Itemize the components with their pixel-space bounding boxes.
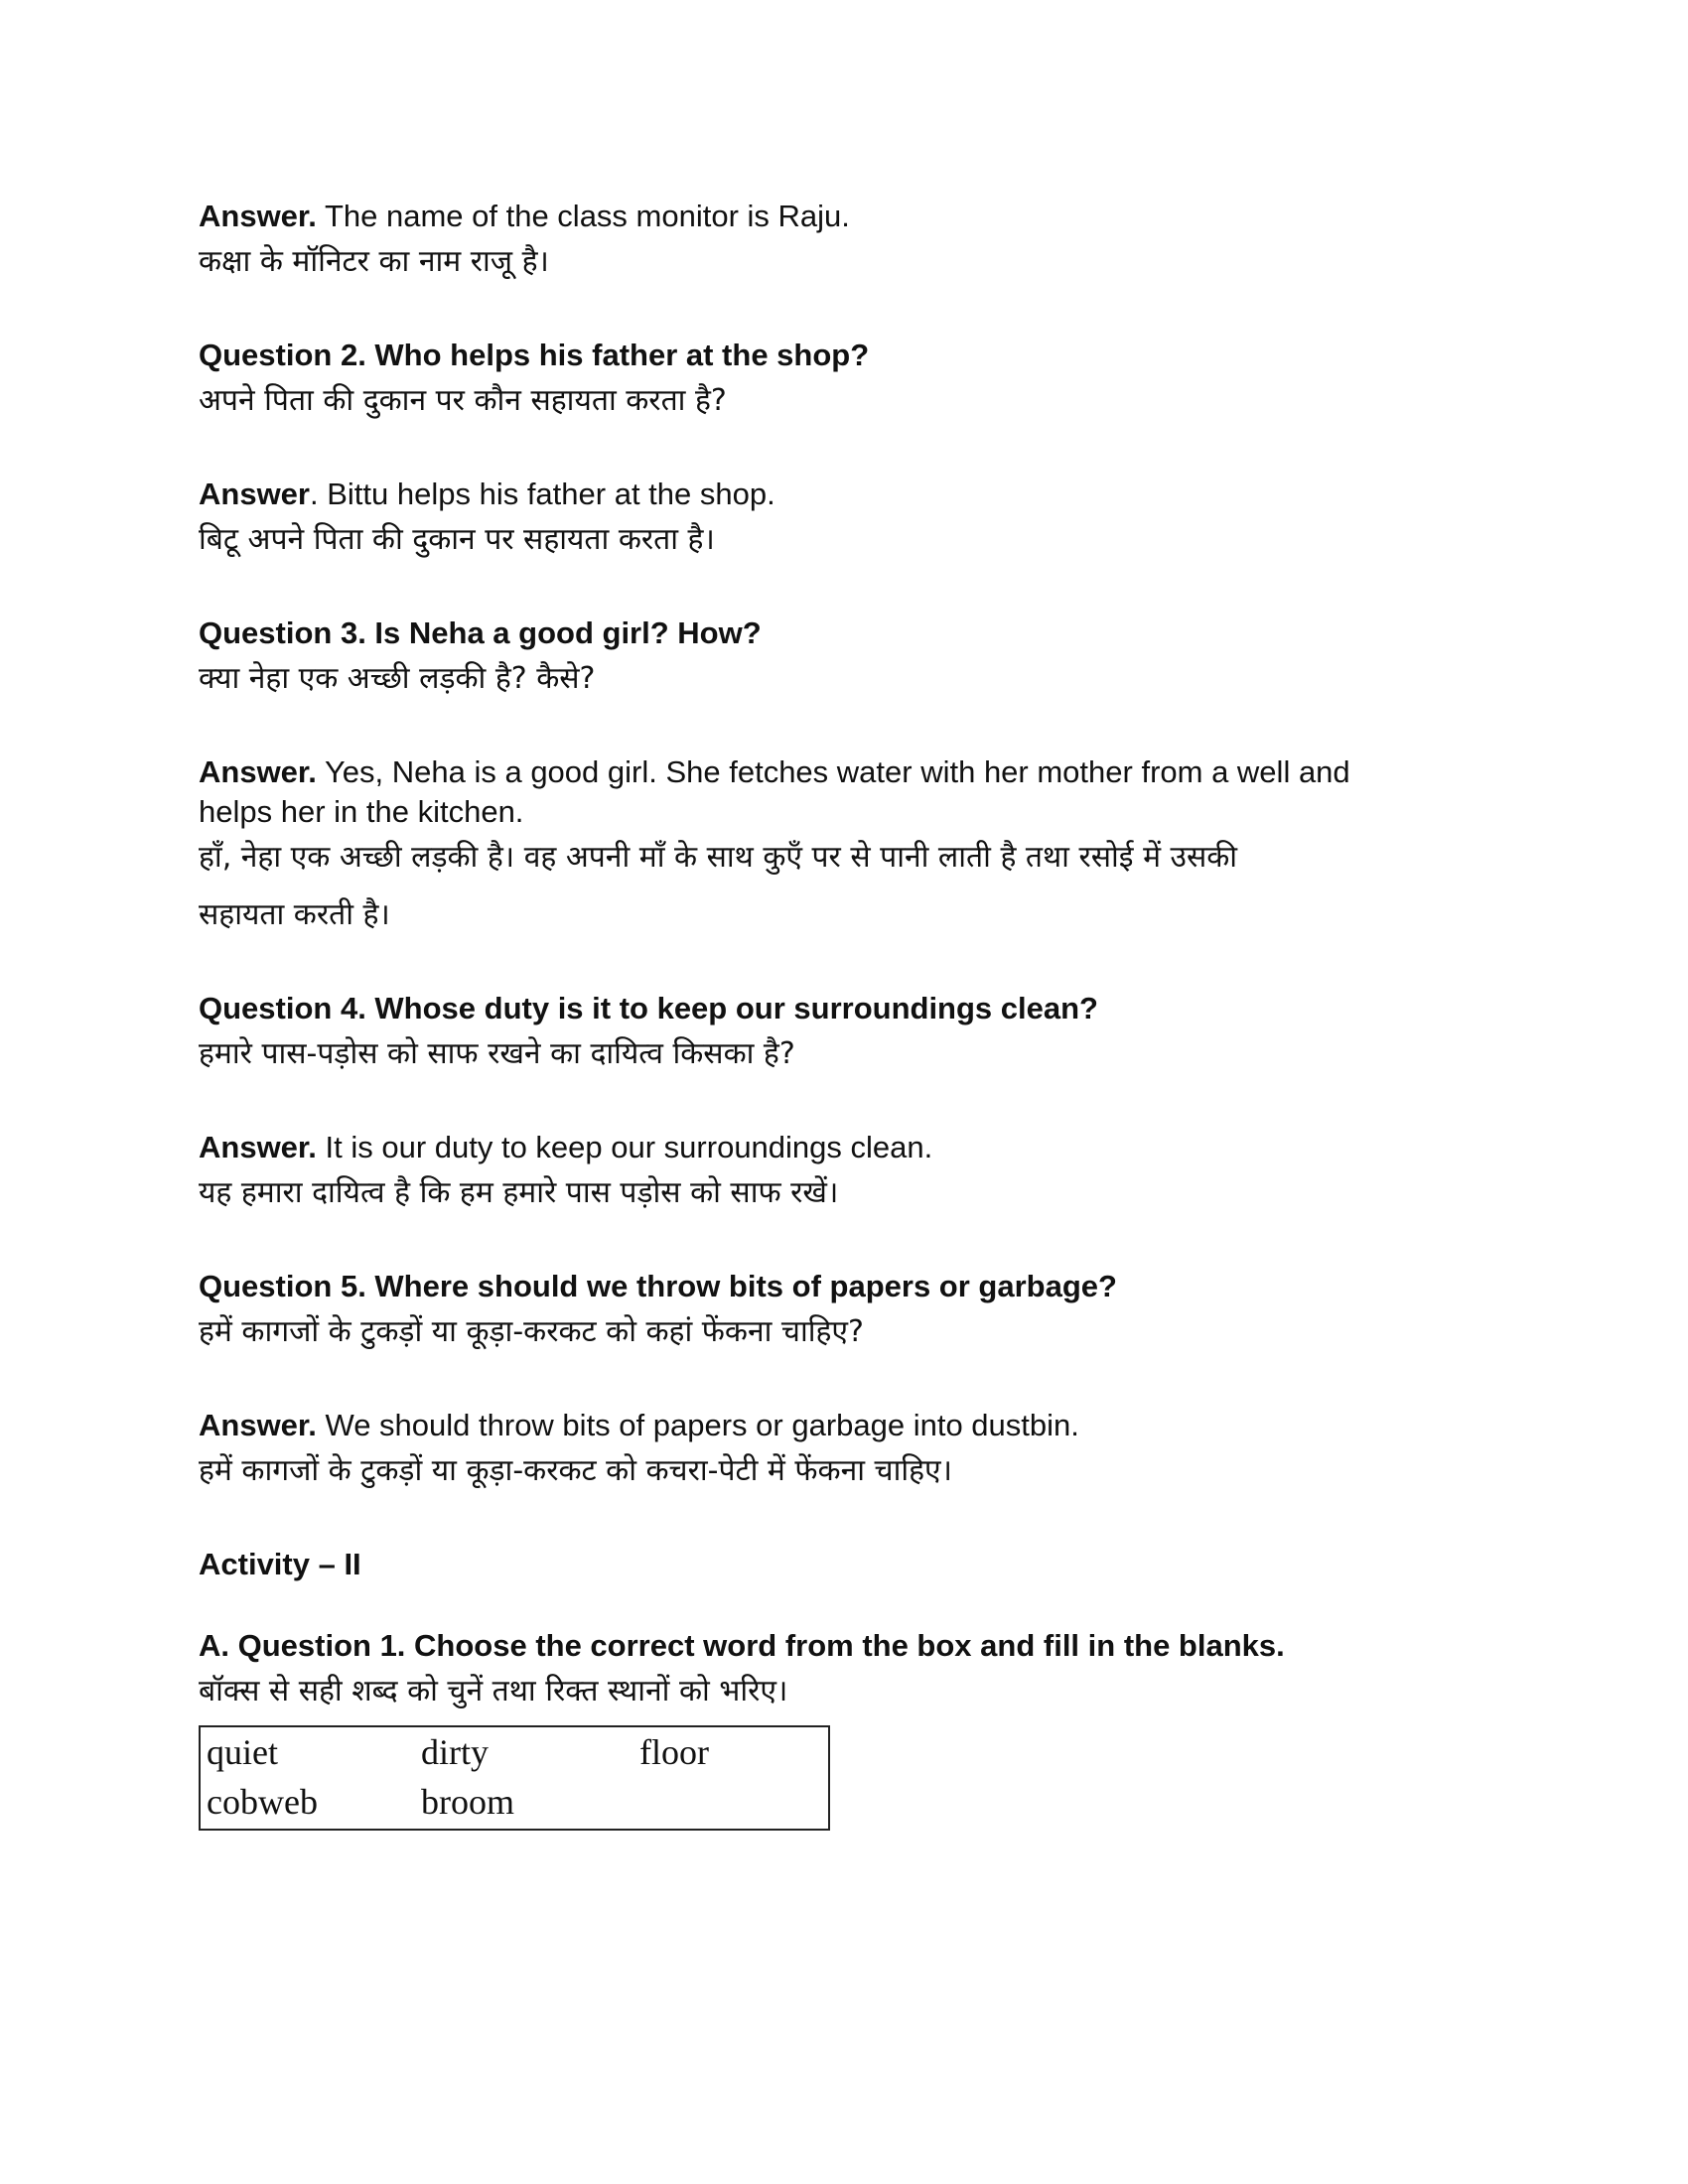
word-box-item: quiet: [207, 1732, 278, 1772]
answer-2-hindi: बिटू अपने पिता की दुकान पर सहायता करता है।: [199, 522, 715, 557]
answer-3-hindi-continued: सहायता करती है।: [199, 897, 390, 932]
answer-1: [199, 197, 1489, 236]
question-3: Question 3. Is Neha a good girl? How?: [199, 615, 762, 650]
activity-question: A. Question 1. Choose the correct word from the box and fill in the blanks.: [199, 1628, 1285, 1663]
answer-2: [199, 475, 1489, 514]
answer-text: We should throw bits of papers or garbage into dustbin.: [316, 1408, 1079, 1442]
activity-heading: Activity – II: [199, 1547, 361, 1581]
question-4: Question 4. Whose duty is it to keep our surroundings clean?: [199, 991, 1098, 1025]
answer-label: Answer.: [199, 754, 317, 789]
answer-5-hindi: हमें कागजों के टुकड़ों या कूड़ा-करकट को कचरा-पेटी में फेंकना चाहिए।: [199, 1453, 953, 1488]
question-5-hindi: हमें कागजों के टुकड़ों या कूड़ा-करकट को कहां फेंकना चाहिए?: [199, 1314, 864, 1349]
answer-text: The name of the class monitor is Raju.: [316, 199, 850, 233]
answer-text: . Bittu helps his father at the shop.: [309, 477, 775, 511]
activity-question-hindi: बॉक्स से सही शब्द को चुनें तथा रिक्त स्थानों को भरिए।: [199, 1674, 788, 1708]
answer-label: Answer: [199, 477, 310, 511]
question-3-hindi: क्या नेहा एक अच्छी लड़की है? कैसे?: [199, 661, 596, 696]
answer-1-hindi: कक्षा के मॉनिटर का नाम राजू है।: [199, 244, 549, 279]
answer-text: It is our duty to keep our surroundings clean.: [316, 1130, 933, 1164]
word-box-item: dirty: [421, 1732, 489, 1772]
answer-label: Answer.: [199, 1130, 317, 1164]
answer-label: Answer.: [199, 1408, 317, 1442]
answer-4-hindi: यह हमारा दायित्व है कि हम हमारे पास पड़ोस को साफ रखें।: [199, 1175, 839, 1210]
document-page: [199, 197, 1489, 1831]
answer-3-continued: helps her in the kitchen.: [199, 794, 524, 829]
question-2-hindi: अपने पिता की दुकान पर कौन सहायता करता है?: [199, 383, 727, 418]
answer-label: Answer.: [199, 199, 317, 233]
answer-text: Yes, Neha is a good girl. She fetches water with her mother from a well and: [316, 754, 1350, 789]
word-box-item: floor: [639, 1732, 709, 1772]
word-box: [199, 1725, 830, 1831]
question-2: Question 2. Who helps his father at the shop?: [199, 338, 870, 372]
answer-3-hindi: हाँ, नेहा एक अच्छी लड़की है। वह अपनी माँ के साथ कुएँ पर से पानी लाती है तथा रसोई में उसकी: [199, 840, 1238, 875]
answer-5: [199, 1406, 1489, 1445]
answer-4: [199, 1128, 1489, 1167]
word-box-item: broom: [421, 1782, 514, 1822]
word-box-item: cobweb: [207, 1782, 318, 1822]
question-4-hindi: हमारे पास-पड़ोस को साफ रखने का दायित्व किसका है?: [199, 1036, 795, 1071]
answer-3: [199, 752, 1489, 792]
question-5: Question 5. Where should we throw bits of papers or garbage?: [199, 1269, 1117, 1303]
